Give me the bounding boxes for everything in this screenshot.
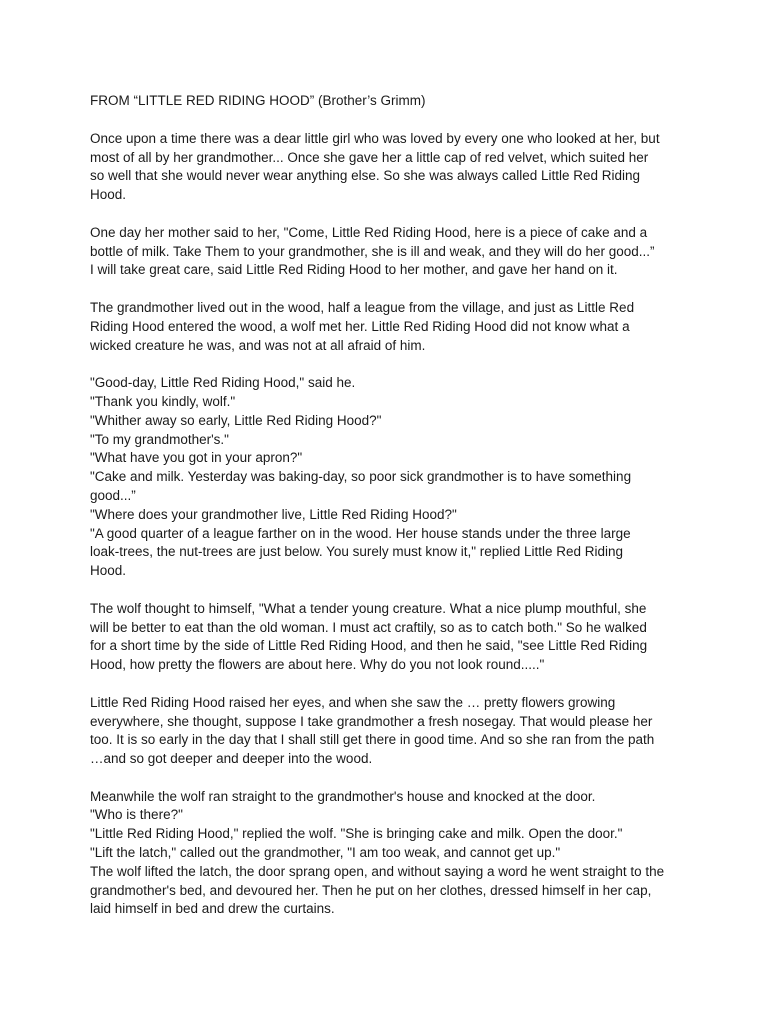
- text-line: …and so got deeper and deeper into the wood.: [90, 751, 373, 767]
- text-line: One day her mother said to her, "Come, Little Red Riding Hood, here is a piece of cake and a: [90, 224, 648, 240]
- paragraph-1: [90, 130, 690, 205]
- text-line: "Who is there?": [90, 807, 183, 823]
- document-title: FROM “LITTLE RED RIDING HOOD” (Brother’s Grimm): [90, 93, 426, 108]
- paragraph-6: [90, 694, 690, 769]
- text-line: good...”: [90, 487, 136, 503]
- text-line: bottle of milk. Take Them to your grandmother, she is ill and weak, and they will do her good...”: [90, 243, 655, 259]
- text-line: "Thank you kindly, wolf.": [90, 393, 236, 409]
- text-line: for a short time by the side of Little Red Riding Hood, and then he said, "see Little Red Riding: [90, 638, 648, 654]
- paragraph-4-dialogue: [90, 374, 690, 581]
- text-line: "To my grandmother's.": [90, 431, 229, 447]
- text-line: Little Red Riding Hood raised her eyes, and when she saw the … pretty flowers growing: [90, 694, 616, 710]
- text-line: too. It is so early in the day that I shall still get there in good time. And so she ran from the path: [90, 732, 655, 748]
- text-line: everywhere, she thought, suppose I take grandmother a fresh nosegay. That would please her: [90, 713, 653, 729]
- text-line: so well that she would never wear anything else. So she was always called Little Red Riding: [90, 168, 641, 184]
- document-page: [90, 92, 690, 938]
- text-line: "Where does your grandmother live, Little Red Riding Hood?": [90, 506, 457, 522]
- text-line: loak-trees, the nut-trees are just below. You surely must know it," replied Little Red Riding: [90, 544, 624, 560]
- text-line: Hood, how pretty the flowers are about here. Why do you not look round.....": [90, 657, 545, 673]
- text-line: "A good quarter of a league farther on in the wood. Her house stands under the three large: [90, 525, 631, 541]
- text-line: The wolf lifted the latch, the door sprang open, and without saying a word he went straight to the: [90, 863, 665, 879]
- text-line: wicked creature he was, and was not at all afraid of him.: [90, 337, 426, 353]
- text-line: most of all by her grandmother... Once she gave her a little cap of red velvet, which suited her: [90, 149, 649, 165]
- paragraph-3: [90, 299, 690, 355]
- text-line: Hood.: [90, 187, 127, 203]
- text-line: laid himself in bed and drew the curtains.: [90, 901, 335, 917]
- text-line: "Good-day, Little Red Riding Hood," said he.: [90, 375, 356, 391]
- paragraph-5: [90, 600, 690, 675]
- text-line: "Whither away so early, Little Red Riding Hood?": [90, 412, 382, 428]
- text-line: Once upon a time there was a dear little girl who was loved by every one who looked at her, but: [90, 130, 660, 146]
- text-line: Meanwhile the wolf ran straight to the grandmother's house and knocked at the door.: [90, 788, 596, 804]
- text-line: Riding Hood entered the wood, a wolf met her. Little Red Riding Hood did not know what a: [90, 318, 630, 334]
- text-line: will be better to eat than the old woman. I must act craftily, so as to catch both." So he walked: [90, 619, 647, 635]
- text-line: "Lift the latch," called out the grandmother, "I am too weak, and cannot get up.": [90, 845, 561, 861]
- paragraph-2: [90, 224, 690, 280]
- text-line: "What have you got in your apron?": [90, 450, 303, 466]
- text-line: Hood.: [90, 563, 127, 579]
- text-line: grandmother's bed, and devoured her. Then he put on her clothes, dressed himself in her cap,: [90, 882, 652, 898]
- text-line: "Little Red Riding Hood," replied the wolf. "She is bringing cake and milk. Open the door.": [90, 826, 623, 842]
- text-line: The wolf thought to himself, "What a tender young creature. What a nice plump mouthful, she: [90, 600, 647, 616]
- text-line: The grandmother lived out in the wood, half a league from the village, and just as Little Red: [90, 299, 635, 315]
- text-line: I will take great care, said Little Red Riding Hood to her mother, and gave her hand on it.: [90, 262, 618, 278]
- paragraph-7: [90, 788, 690, 920]
- text-line: "Cake and milk. Yesterday was baking-day, so poor sick grandmother is to have something: [90, 469, 632, 485]
